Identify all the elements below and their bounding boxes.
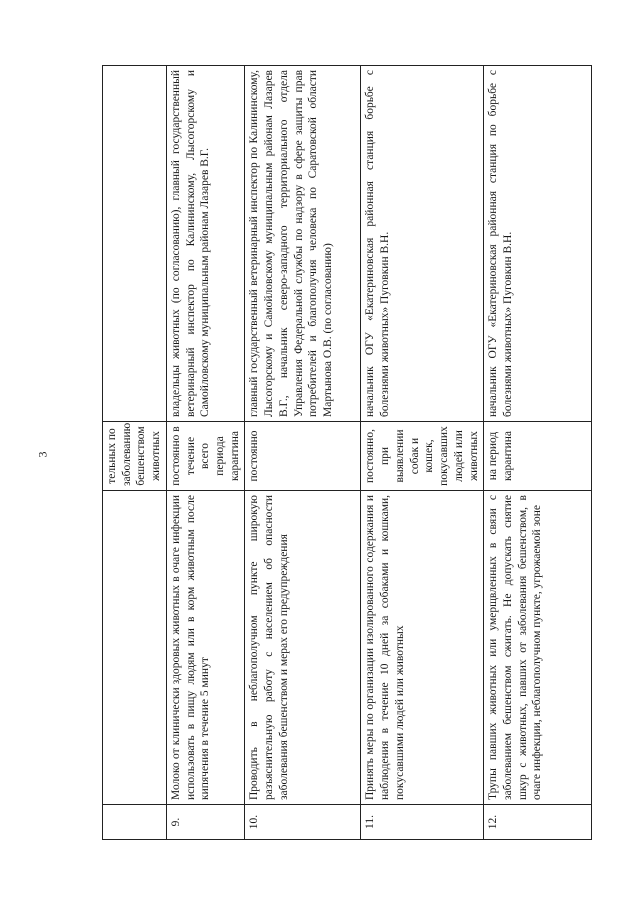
table-row <box>166 66 245 840</box>
row-number: 10. <box>245 805 361 840</box>
term-cell: постоянно в течение всего периода карантина <box>166 422 245 491</box>
term-cell: тельных по заболеванию бешенством животных <box>103 422 167 491</box>
row-number <box>103 805 167 840</box>
responsible-cell: владельцы животных (по согласованию), главный государственный ветеринарный инспектор по Калининскому, Лысогорскому и Самойловскому муниципальным районам Лазарев В.Г. <box>166 66 245 422</box>
responsible-cell <box>103 66 167 422</box>
table-row <box>484 66 592 840</box>
table-row <box>361 66 484 840</box>
rotated-table-container <box>102 65 544 840</box>
table-row <box>245 66 361 840</box>
table-row <box>103 66 167 840</box>
responsible-cell: начальник ОГУ «Екатериновская районная станция по борьбе с болезнями животных» Пуговкин В.Н. <box>484 66 592 422</box>
row-number: 12. <box>484 805 592 840</box>
term-cell: постоянно <box>245 422 361 491</box>
responsible-cell: главный государственный ветеринарный инспектор по Калининскому, Лысогорскому и Самойловскому муниципальным районам Лазарев В.Г., начальник северо-западного территориального отдела Управления Федеральной службы по надзору в сфере защиты прав потребителей и благополучия человека по Саратовской области Мартынова О.В. (по согласованию) <box>245 66 361 422</box>
plan-table <box>102 65 592 840</box>
action-cell <box>103 491 167 805</box>
action-cell: Молоко от клинически здоровых животных в очаге инфекции использовать в пищу людям или в корм животным после кипячения в течение 5 минут <box>166 491 245 805</box>
responsible-cell: начальник ОГУ «Екатериновская районная станция борьбе с болезнями животных» Пуговкин В.Н. <box>361 66 484 422</box>
action-cell: Проводить в неблагополучном пункте широкую разъяснительную работу с населением об опасности заболевания бешенством и мерах его предупреждения <box>245 491 361 805</box>
term-cell: на период карантина <box>484 422 592 491</box>
term-cell: постоянно, при выявлении собак и кошек, покусавших людей или животных <box>361 422 484 491</box>
row-number: 11. <box>361 805 484 840</box>
action-cell: Принять меры по организации изолированного содержания и наблюдения в течение 10 дней за собаками и кошками, покусавшими людей или животных <box>361 491 484 805</box>
action-cell: Трупы павших животных или умерщвленных в связи с заболеванием бешенством сжигать. Не допускать снятие шкур с животных, павших от заболевания бешенством, в очаге инфекции, неблагополучном пункте, угрожаемой зоне <box>484 491 592 805</box>
row-number: 9. <box>166 805 245 840</box>
page-number: 3 <box>35 451 50 458</box>
